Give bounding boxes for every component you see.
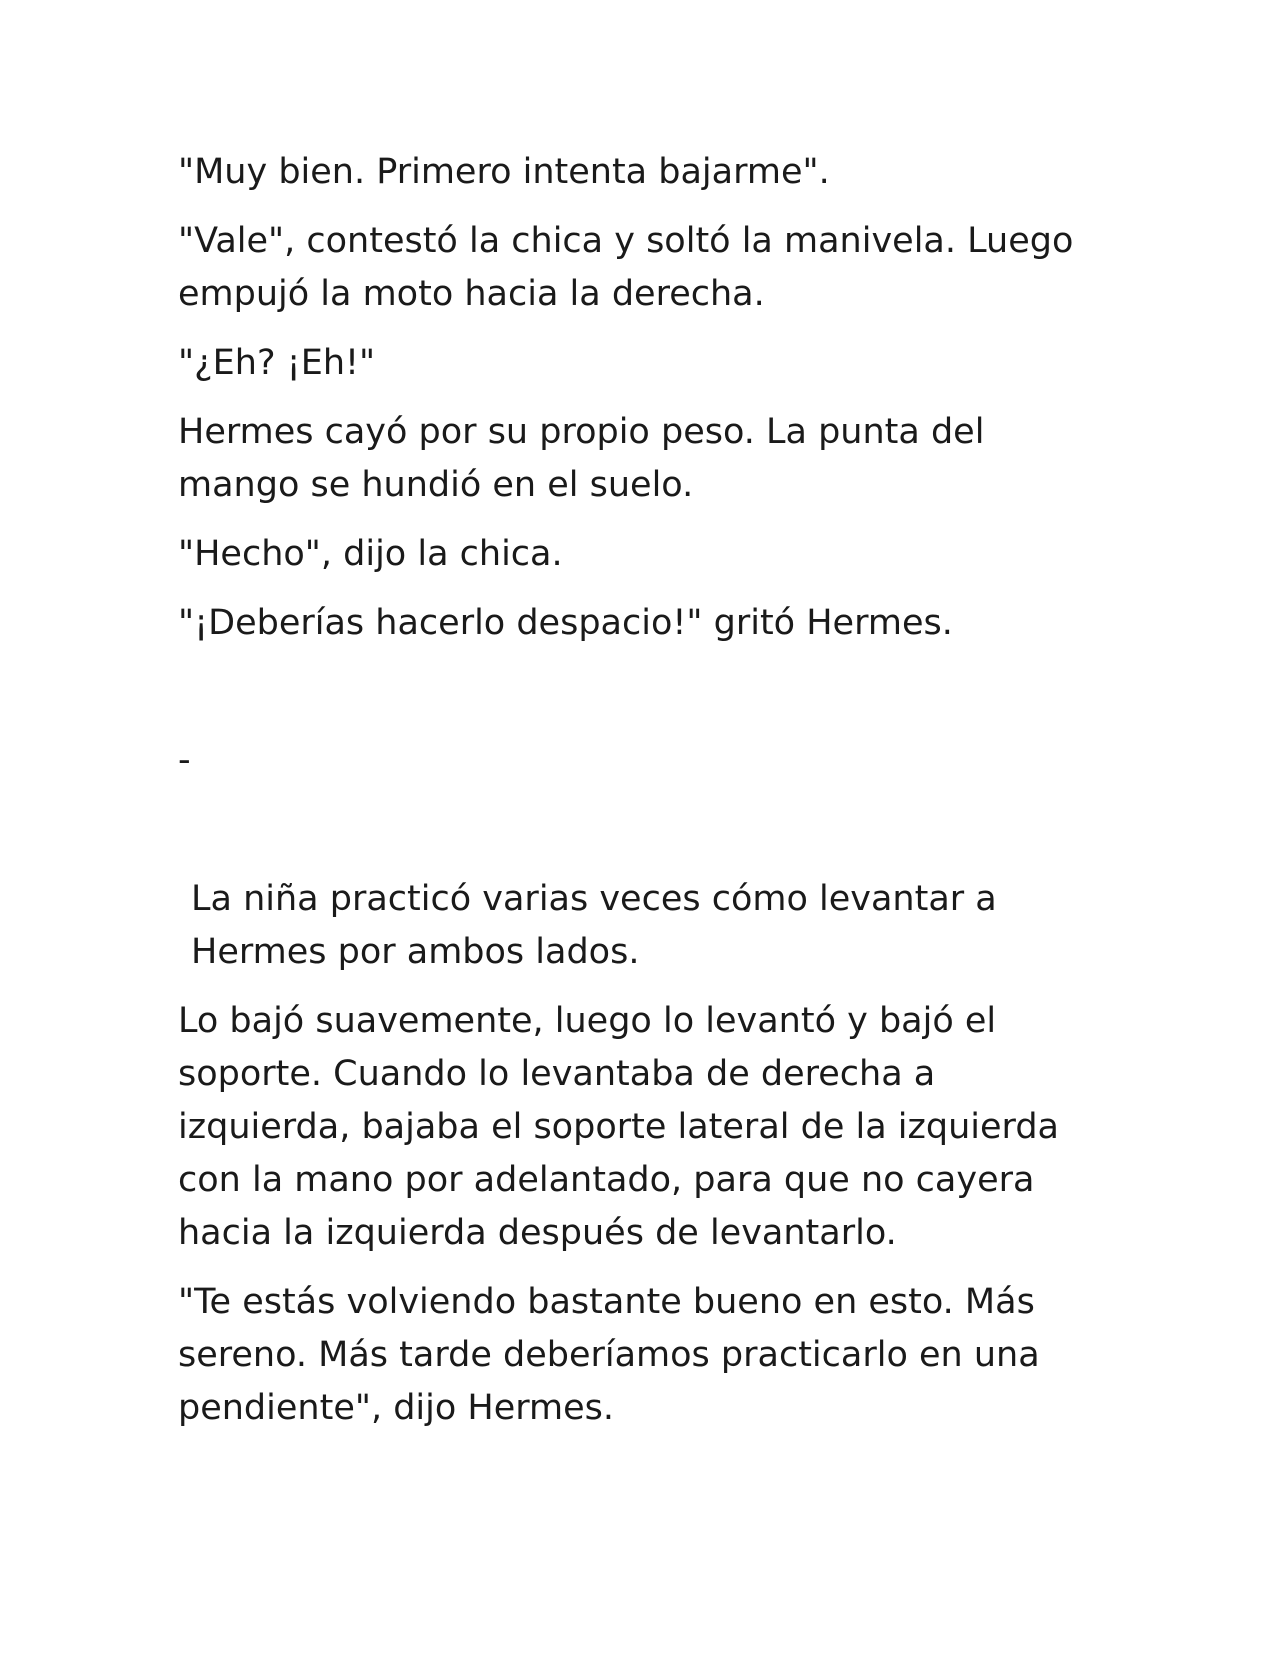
spacer	[178, 666, 1108, 734]
text-column	[178, 146, 1108, 1451]
paragraph: "Muy bien. Primero intenta bajarme".	[178, 152, 830, 192]
paragraph: "Hecho", dijo la chica.	[178, 534, 563, 574]
section-separator: -	[178, 740, 191, 780]
spacer	[178, 787, 1108, 873]
paragraph: Hermes cayó por su propio peso. La punta del mango se hundió en el suelo.	[178, 412, 985, 505]
paragraph: "Te estás volviendo bastante bueno en esto. Más sereno. Más tarde deberíamos practicarlo en una pendiente", dijo Hermes.	[178, 1282, 1040, 1428]
paragraph: "¿Eh? ¡Eh!"	[178, 343, 376, 383]
paragraph: "Vale", contestó la chica y soltó la manivela. Luego empujó la moto hacia la derecha.	[178, 221, 1074, 314]
paragraph: Lo bajó suavemente, luego lo levantó y bajó el soporte. Cuando lo levantaba de derecha a izquierda, bajaba el soporte lateral de la izquierda con la mano por adelantado, para que no cayera hacia la izquierda después de levantarlo.	[178, 1001, 1059, 1253]
paragraph: La niña practicó varias veces cómo levantar a Hermes por ambos lados.	[191, 879, 997, 972]
paragraph: "¡Deberías hacerlo despacio!" gritó Hermes.	[178, 603, 953, 643]
